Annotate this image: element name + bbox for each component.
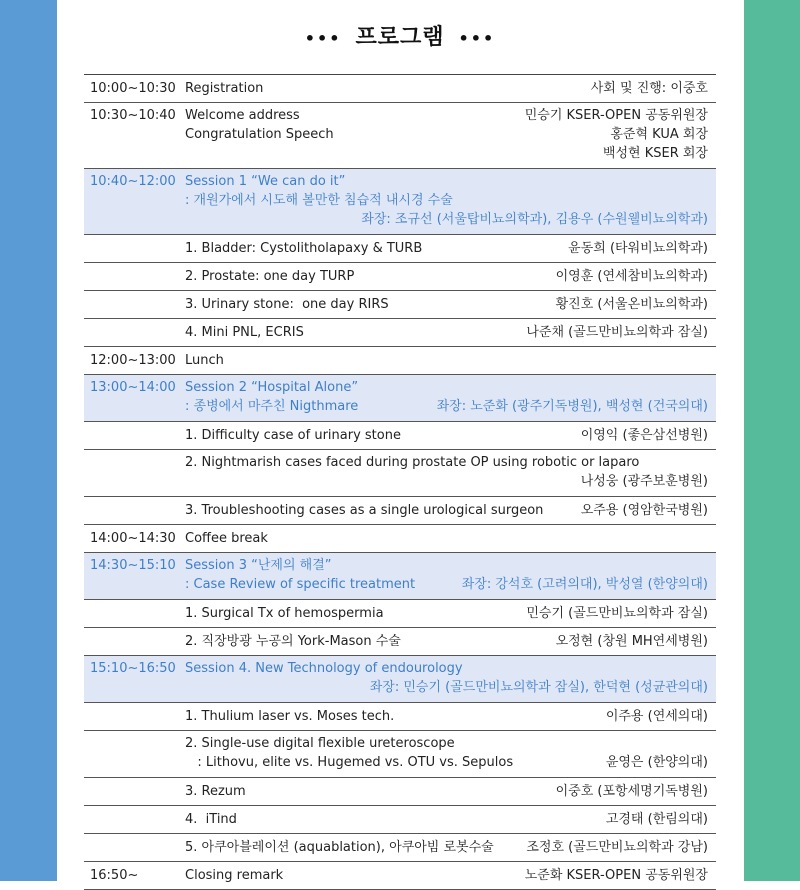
item-title: Coffee break xyxy=(185,531,268,546)
speaker-name: 좌장: 조규선 (서울탑비뇨의학과), 김용우 (수원웰비뇨의학과) xyxy=(361,212,708,227)
item-title: : 종병에서 마주친 Nigthmare xyxy=(185,399,359,414)
time-slot xyxy=(90,453,185,472)
item-title: 1. Thulium laser vs. Moses tech. xyxy=(185,709,395,724)
speaker-name: 조정호 (골드만비뇨의학과 강남) xyxy=(526,840,708,855)
speaker-name: 나성웅 (광주보훈병원) xyxy=(580,474,708,489)
program-row xyxy=(84,731,716,778)
content-line xyxy=(185,810,708,829)
time-slot xyxy=(90,632,185,651)
program-row xyxy=(84,263,716,291)
content-line xyxy=(185,125,708,144)
content-line xyxy=(185,351,708,370)
item-title: 4. Mini PNL, ECRIS xyxy=(185,325,304,340)
item-title: 2. 직장방광 누공의 York-Mason 수술 xyxy=(185,634,401,649)
content-line xyxy=(185,210,708,229)
time-slot xyxy=(90,239,185,258)
content-line xyxy=(185,426,708,445)
item-title: 4. iTind xyxy=(185,812,237,827)
time-slot xyxy=(90,267,185,286)
item-title: 2. Prostate: one day TURP xyxy=(185,269,355,284)
content-line xyxy=(185,707,708,726)
content-line xyxy=(185,378,708,397)
speaker-name: 좌장: 노준화 (광주기독병원), 백성현 (건국의대) xyxy=(436,399,708,414)
time-slot xyxy=(90,734,185,753)
program-row xyxy=(84,703,716,731)
item-title: Lunch xyxy=(185,353,224,368)
title-dots-right: ••• xyxy=(458,28,496,48)
right-color-band xyxy=(744,0,800,881)
program-row xyxy=(84,319,716,347)
program-row xyxy=(84,75,716,103)
speaker-name: 이중호 (포항세명기독병원) xyxy=(555,784,708,799)
item-title: : Case Review of specific treatment xyxy=(185,577,416,592)
program-row xyxy=(84,347,716,375)
speaker-name: 윤영은 (한양의대) xyxy=(605,755,708,770)
time-slot xyxy=(90,604,185,623)
content-line xyxy=(185,267,708,286)
item-title: Congratulation Speech xyxy=(185,127,334,142)
content-line xyxy=(185,753,708,772)
speaker-name: 오주용 (영암한국병원) xyxy=(580,503,708,518)
program-row xyxy=(84,497,716,525)
time-slot: 14:00~14:30 xyxy=(90,531,176,546)
item-title: 3. Rezum xyxy=(185,784,246,799)
speaker-name: 민승기 KSER-OPEN 공동위원장 xyxy=(524,108,708,123)
item-title: 1. Bladder: Cystolitholapaxy & TURB xyxy=(185,241,423,256)
program-row xyxy=(84,778,716,806)
content-line xyxy=(185,529,708,548)
speaker-name: 윤동희 (타워비뇨의학과) xyxy=(568,241,708,256)
session-row xyxy=(84,656,716,703)
program-row xyxy=(84,525,716,553)
item-title: 5. 아쿠아블레이션 (aquablation), 아쿠아빔 로봇수술 xyxy=(185,840,494,855)
title-text: 프로그램 xyxy=(355,25,445,50)
item-title: Session 3 “난제의 해결” xyxy=(185,558,332,573)
item-title: 3. Urinary stone: one day RIRS xyxy=(185,297,389,312)
program-row xyxy=(84,422,716,450)
content-line xyxy=(185,472,708,491)
speaker-name: 사회 및 진행: 이중호 xyxy=(590,81,708,96)
item-title: : 개원가에서 시도해 볼만한 침습적 내시경 수술 xyxy=(185,193,453,208)
speaker-name: 이영훈 (연세참비뇨의학과) xyxy=(555,269,708,284)
content-line xyxy=(185,678,708,697)
program-row xyxy=(84,834,716,862)
content-line xyxy=(185,191,708,210)
program-row xyxy=(84,806,716,834)
time-slot: 10:00~10:30 xyxy=(90,81,176,96)
content-line xyxy=(185,106,708,125)
time-slot: 12:00~13:00 xyxy=(90,353,176,368)
content-line xyxy=(185,144,708,163)
item-title: 3. Troubleshooting cases as a single urological surgeon xyxy=(185,503,544,518)
time-slot xyxy=(90,707,185,726)
speaker-name: 이영익 (좋은삼선병원) xyxy=(580,428,708,443)
session-row xyxy=(84,553,716,600)
time-slot xyxy=(90,426,185,445)
program-row xyxy=(84,235,716,263)
time-slot: 10:30~10:40 xyxy=(90,108,176,123)
content-line xyxy=(185,295,708,314)
program-row xyxy=(84,628,716,656)
content-line xyxy=(185,734,708,753)
content-line xyxy=(185,604,708,623)
speaker-name: 민승기 (골드만비뇨의학과 잠실) xyxy=(526,606,708,621)
content-line xyxy=(185,632,708,651)
speaker-name: 노준화 KSER-OPEN 공동위원장 xyxy=(524,868,708,883)
content-line xyxy=(185,575,708,594)
time-slot xyxy=(90,782,185,801)
program-row xyxy=(84,291,716,319)
page-title xyxy=(0,20,800,51)
time-slot: 14:30~15:10 xyxy=(90,558,176,573)
item-title: : Lithovu, elite vs. Hugemed vs. OTU vs. Sepulos xyxy=(185,755,514,770)
item-title: 1. Difficulty case of urinary stone xyxy=(185,428,401,443)
program-row xyxy=(84,103,716,169)
item-title: 2. Single-use digital flexible ureteroscope xyxy=(185,736,455,751)
session-row xyxy=(84,169,716,235)
content-line xyxy=(185,659,708,678)
speaker-name: 황진호 (서울온비뇨의학과) xyxy=(555,297,708,312)
speaker-name: 오정현 (창원 MH연세병원) xyxy=(555,634,708,649)
content-line xyxy=(185,838,708,857)
content-line xyxy=(185,866,708,885)
speaker-name: 백성현 KSER 회장 xyxy=(602,146,708,161)
time-slot xyxy=(90,295,185,314)
item-title: Closing remark xyxy=(185,868,284,883)
left-color-band xyxy=(0,0,57,881)
program-row xyxy=(84,600,716,628)
content-line xyxy=(185,397,708,416)
speaker-name: 좌장: 민승기 (골드만비뇨의학과 잠실), 한덕현 (성균관의대) xyxy=(369,680,708,695)
item-title: 1. Surgical Tx of hemospermia xyxy=(185,606,384,621)
time-slot xyxy=(90,323,185,342)
time-slot xyxy=(90,501,185,520)
content-line xyxy=(185,239,708,258)
speaker-name: 홍준혁 KUA 회장 xyxy=(610,127,708,142)
time-slot xyxy=(90,838,185,857)
content-line xyxy=(185,172,708,191)
speaker-name: 나준채 (골드만비뇨의학과 잠실) xyxy=(526,325,708,340)
item-title: Welcome address xyxy=(185,108,300,123)
item-title: Session 2 “Hospital Alone” xyxy=(185,380,359,395)
time-slot: 16:50~ xyxy=(90,868,139,883)
item-title: Registration xyxy=(185,81,264,96)
program-table xyxy=(84,74,716,890)
time-slot: 13:00~14:00 xyxy=(90,380,176,395)
content-line xyxy=(185,453,708,472)
content-line xyxy=(185,782,708,801)
time-slot: 15:10~16:50 xyxy=(90,661,176,676)
content-line xyxy=(185,79,708,98)
program-row xyxy=(84,862,716,890)
speaker-name: 좌장: 강석호 (고려의대), 박성열 (한양의대) xyxy=(461,577,708,592)
time-slot xyxy=(90,810,185,829)
speaker-name: 이주용 (연세의대) xyxy=(605,709,708,724)
session-row xyxy=(84,375,716,422)
program-row xyxy=(84,450,716,497)
time-slot: 10:40~12:00 xyxy=(90,174,176,189)
content-line xyxy=(185,501,708,520)
item-title: Session 1 “We can do it” xyxy=(185,174,346,189)
title-dots-left: ••• xyxy=(304,28,342,48)
speaker-name: 고경태 (한림의대) xyxy=(605,812,708,827)
content-line xyxy=(185,323,708,342)
item-title: 2. Nightmarish cases faced during prostate OP using robotic or laparo xyxy=(185,455,640,470)
item-title: Session 4. New Technology of endourology xyxy=(185,661,463,676)
content-line xyxy=(185,556,708,575)
